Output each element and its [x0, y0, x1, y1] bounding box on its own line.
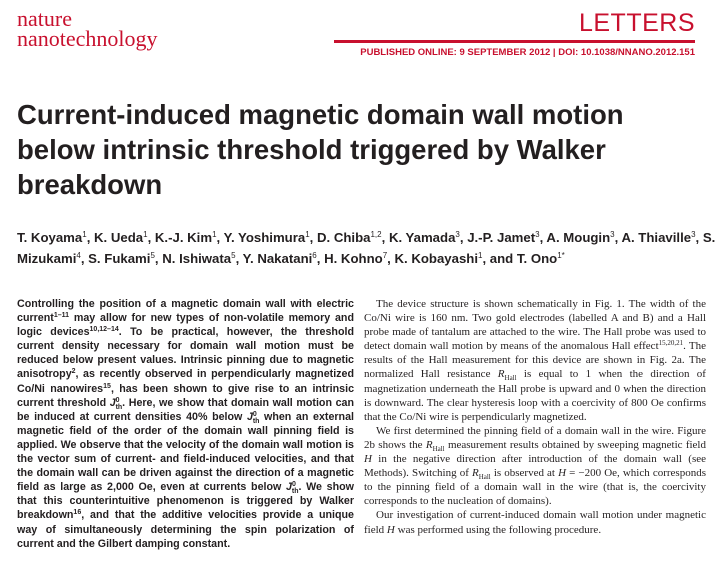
author-name: N. Ishiwata$^5$	[162, 251, 236, 266]
article-title: Current-induced magnetic domain wall motion below intrinsic threshold triggered by Walker breakdown	[17, 99, 624, 200]
author-name: D. Chiba$^{1,2}$	[317, 230, 382, 245]
reference-citation[interactable]: 15	[103, 382, 111, 390]
author-affiliation: 5	[231, 251, 236, 260]
math-symbol: H	[558, 467, 567, 480]
author-affiliation: 1,2	[370, 230, 382, 239]
body-text	[364, 297, 706, 537]
author-affiliation: 3	[535, 230, 540, 239]
section-label: LETTERS	[578, 9, 695, 37]
author-name: J.-P. Jamet$^3$	[467, 230, 540, 245]
author-affiliation: 4	[76, 251, 81, 260]
author-list: T. Koyama$^1$, K. Ueda$^1$, K.-J. Kim$^1$, Y. Yoshimura$^1$, D. Chiba$^{1,2}$, K. Yamada$^3$, J.-P. Jamet$^3$, A. Mougin$^3$, A. Thiaville$^3$, S. Mizukami$^4$, S. Fukami$^5$, N. Ishiwata$^5$, Y. Nakatani$^6$, H. Kohno$^7$, K. Kobayashi$^1$, and T. Ono$^{1*}$	[17, 230, 716, 266]
author-name: S. Mizukami$^4$	[17, 230, 716, 266]
reference-citation[interactable]: 15,20,21	[658, 339, 684, 348]
header-rule	[334, 40, 695, 43]
author-name: K. Kobayashi$^1$	[394, 251, 483, 266]
author-name: Y. Nakatani$^6$	[242, 251, 317, 266]
author-affiliation: 3	[610, 230, 615, 239]
threshold-current-symbol: $J^0_{th}$	[246, 410, 260, 425]
author-name: Y. Yoshimura$^1$	[223, 230, 310, 245]
author-name: A. Mougin$^3$	[546, 230, 615, 245]
reference-citation[interactable]: 10,12–14	[89, 326, 119, 334]
author-name: A. Thiaville$^3$	[621, 230, 696, 245]
author-name: T. Koyama$^1$	[17, 230, 87, 245]
publication-info: PUBLISHED ONLINE: 9 SEPTEMBER 2012 | DOI: 10.1038/NNANO.2012.151	[360, 47, 695, 58]
threshold-current-symbol: $J^0_{th}$	[109, 396, 123, 411]
author-name: K. Ueda$^1$	[94, 230, 148, 245]
subscript: Hall	[478, 473, 491, 482]
author-name: K.-J. Kim$^1$	[154, 230, 217, 245]
reference-citation[interactable]: 16	[73, 509, 82, 517]
author-affiliation: 7	[382, 251, 388, 260]
reference-citation[interactable]: 2	[71, 368, 76, 376]
subscript: Hall	[432, 445, 445, 454]
author-affiliation: 1	[305, 230, 310, 239]
author-affiliation: 1	[212, 230, 217, 239]
math-symbol: R	[497, 368, 505, 381]
body-paragraph: The device structure is shown schematically in Fig. 1. The width of the Co/Ni wire is 160 nm. Two gold electrodes (labelled A and B) and a Hall probe made of tantalum are attached to the wire. The Hall probe was used to detect domain wall motion by means of the anomalous Hall effect$^{15,20,21}$. The results of the Hall measurement for this device are shown in Fig. 2a. The normalized Hall resistance $R_{Hall}$ is equal to 1 when the direction of magnetization underneath the Hall probe is upward and 0 when the direction is downward. The clear hysteresis loop with a coercivity of 800 Oe confirms that the Co/Ni wire is perpendicularly magnetized.	[364, 298, 706, 423]
author-affiliation: 1	[82, 230, 87, 239]
author-affiliation: 1	[478, 251, 483, 260]
author-name: S. Fukami$^5$	[88, 251, 155, 266]
reference-citation[interactable]: 1–11	[53, 312, 70, 320]
journal-name-line1: nature	[17, 6, 72, 31]
author-affiliation: 1	[143, 230, 148, 239]
author-affiliation: 3	[691, 230, 696, 239]
body-paragraph: We first determined the pinning field of a domain wall in the wire. Figure 2b shows the $R_{Hall}$ measurement results obtained by sweeping magnetic field H in the negative direction after introduction of the domain wall (see Methods). Switching of $R_{Hall}$ is observed at H = −200 Oe, which corresponds to the pinning field of a domain wall in the wire (that is, the coercivity corresponds to the nucleation of domains).	[364, 424, 706, 508]
subscript: Hall	[504, 374, 517, 383]
math-symbol: H	[364, 453, 372, 466]
journal-name-line2: nanotechnology	[17, 26, 158, 51]
author-affiliation: 5	[150, 251, 155, 260]
author-name: H. Kohno$^7$	[324, 251, 388, 266]
author-affiliation: 3	[455, 230, 460, 239]
author-affiliation: 1*	[557, 251, 565, 260]
threshold-current-symbol: $J^0_{th}$	[286, 481, 299, 496]
body-paragraph: Our investigation of current-induced domain wall motion under magnetic field H was performed using the following procedure.	[364, 509, 706, 536]
math-symbol: R	[471, 467, 479, 480]
author-affiliation: 6	[312, 251, 317, 260]
math-symbol: R	[425, 438, 433, 451]
math-symbol: H	[386, 523, 395, 536]
abstract: Controlling the position of a magnetic domain wall with electric current$^{1-11}$ may allow for new types of non-volatile memory and logic devices$^{10,12-14}$. To be practical, however, the threshold current density necessary for domain wall motion must be reduced below present values. Intrinsic pinning due to magnetic anisotropy$^2$, as recently observed in perpendicularly magnetized Co/Ni nanowires$^{15}$, has been shown to give rise to an intrinsic current threshold $J^0_{th}$. Here, we show that domain wall motion can be induced at current densities 40% below $J^0_{th}$ when an external magnetic field of the order of the domain wall pinning field is applied. We observe that the velocity of the domain wall motion is the vector sum of current- and field-induced velocities, and that the domain wall can be driven against the direction of a magnetic field as large as 2,000 Oe, even at currents below $J^0_{th}$. We show that this counterintuitive phenomenon is triggered by Walker breakdown$^{16}$, and that the additive velocities provide a unique way of simultaneously determining the spin polarization of current and the Gilbert damping constant.	[17, 298, 355, 550]
journal-logo	[17, 6, 158, 51]
author-name: T. Ono$^{1*}$	[516, 251, 565, 266]
author-name: K. Yamada$^3$	[388, 230, 460, 245]
